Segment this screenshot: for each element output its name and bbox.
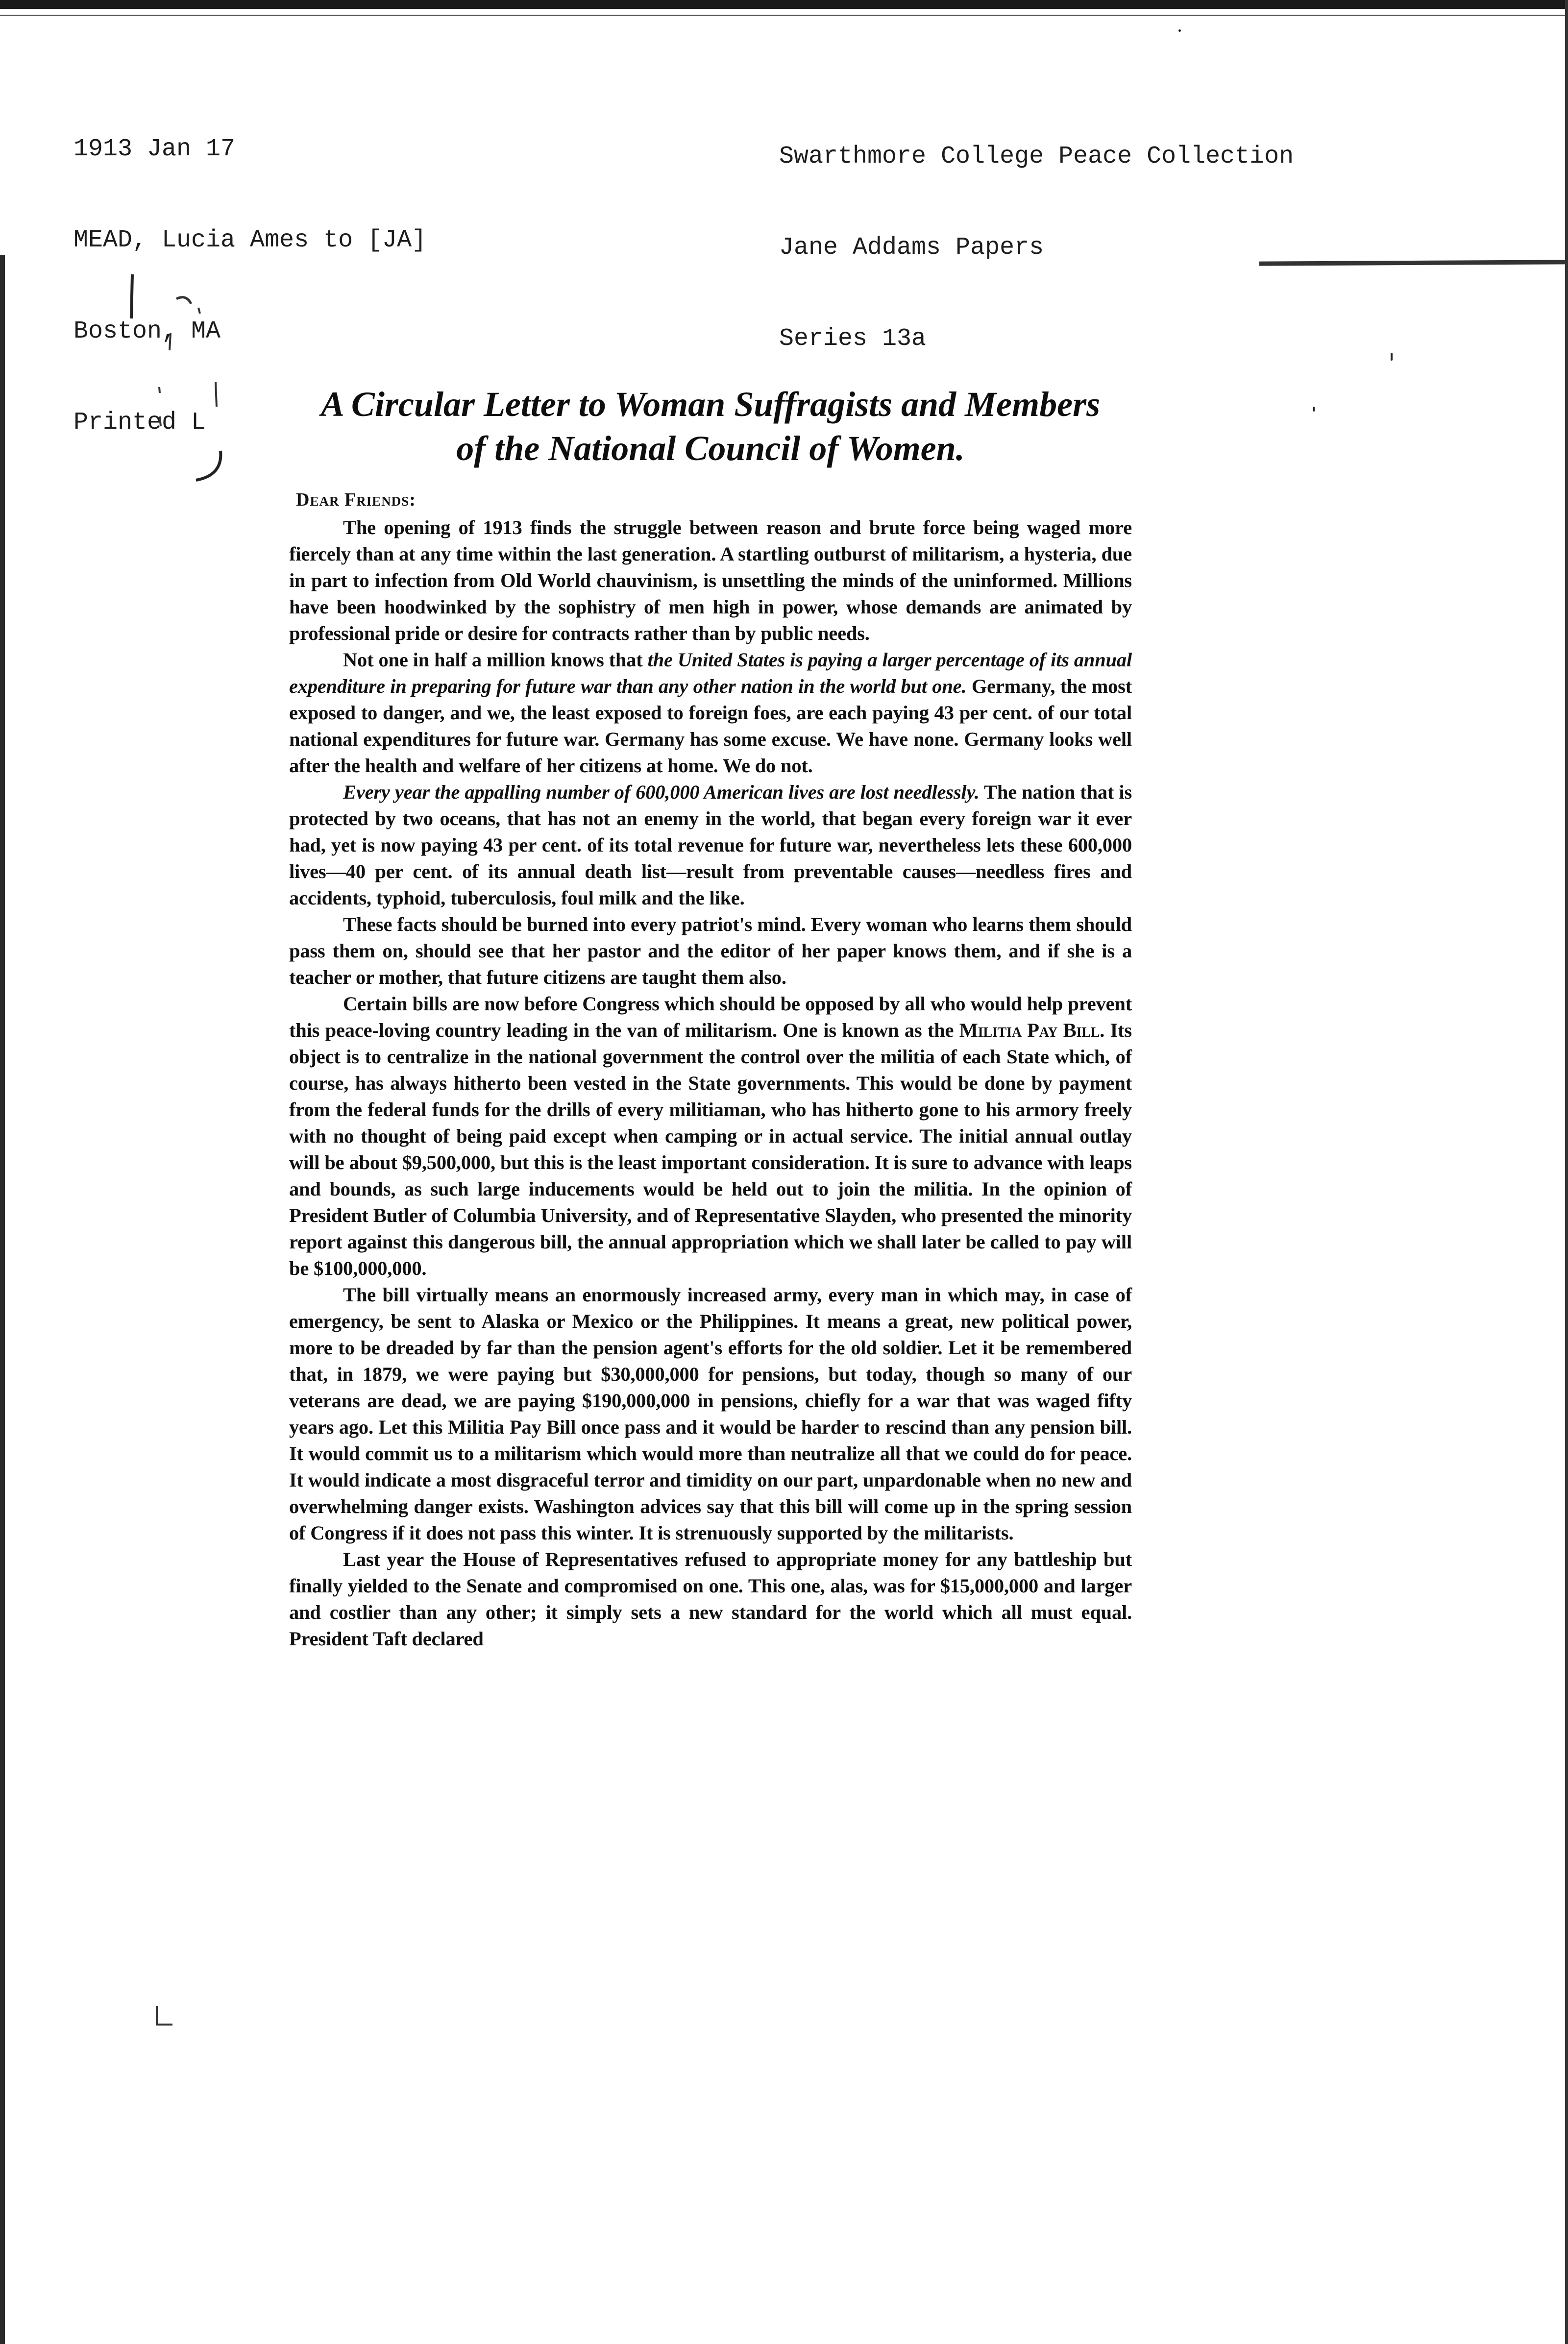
scan-left-edge — [0, 255, 5, 2344]
scan-right-edge — [1565, 0, 1568, 2344]
pencil-corner-mark-foot — [156, 2024, 172, 2026]
paragraph-3 — [289, 779, 1132, 911]
scan-top-border — [0, 0, 1568, 9]
pencil-bracket-mark — [113, 265, 240, 490]
p3-emphasis: Every year the appalling number of 600,000 American lives are lost needlessly. — [343, 781, 980, 803]
letter-title — [289, 382, 1132, 470]
paragraph-2 — [289, 647, 1132, 779]
militia-pay-bill: Militia Pay Bill. — [959, 1019, 1105, 1041]
paragraph-1: The opening of 1913 finds the struggle between reason and brute force being waged more fiercely than at any time within the last generation. A startling outburst of militarism, a hysteria, due in part to infection from Old World chauvinism, is unsettling the minds of the uninformed. Millions have been hoodwinked by the sophistry of men high in power, whose demands are animated by professional pride or desire for contracts rather than by public needs. — [289, 516, 1132, 644]
archive-header-right — [779, 81, 1294, 385]
circular-letter — [289, 382, 1132, 1652]
title-line-2: of the National Council of Women. — [456, 429, 965, 468]
header-collection: Swarthmore College Peace Collection — [779, 143, 1294, 171]
margin-dot — [1178, 29, 1181, 32]
p2-emphasis: the United States is paying a larger percentage of its annual expenditure in preparing for future war than any other nation in the world but one. — [289, 649, 1132, 697]
header-series: Series 13a — [779, 325, 927, 353]
p5-start: Certain bills are now before Congress which should be opposed by all who would help prevent this peace-loving country leading in the van of militarism. One is known as the — [289, 993, 1132, 1041]
paragraph-7: Last year the House of Representatives refused to appropriate money for any battleship but finally yielded to the Senate and compromised on one. This one, alas, was for $15,000,000 and larger and costlier than any other; it simply sets a new standard for the world which all must equal. President Taft declared — [289, 1548, 1132, 1650]
p2-start: Not one in half a million knows that — [343, 649, 648, 671]
title-line-1: A Circular Letter to Woman Suffragists and Members — [320, 385, 1101, 424]
header-correspondents: MEAD, Lucia Ames to [JA] — [74, 226, 427, 254]
p5-end: Its object is to centralize in the national government the control over the militia of each State which, of course, has always hitherto been vested in the State governments. This would be done by payment from the federal funds for the drills of every militiaman, who has hitherto gone to his armory freely with no thought of being paid except when camping or in actual service. The initial annual outlay will be about $9,500,000, but this is the least important consideration. It is sure to advance with leaps and bounds, as such large inducements would be held out to join the militia. In the opinion of President Butler of Columbia University, and of Representative Slayden, who presented the minority report against this dangerous bill, the annual appropriation which we shall later be called to pay will be $100,000,000. — [289, 1019, 1132, 1279]
paragraph-6: The bill virtually means an enormously increased army, every man in which may, in case of emergency, be sent to Alaska or Mexico or the Philippines. It means a great, new political power, more to be dreaded by far than the pension agent's efforts for the old soldier. Let it be remembered that, in 1879, we were paying but $30,000,000 for pensions, but today, though so many of our veterans are dead, we are paying $190,000,000 in pensions, chiefly for a war that was waged fifty years ago. Let this Militia Pay Bill once pass and it would be harder to rescind than any pension bill. It would commit us to a militarism which would more than neutralize all that we could do for peace. It would indicate a most disgraceful terror and timidity on our part, unpardonable when no new and overwhelming danger exists. Washington advices say that this bill will come up in the spring session of Congress if it does not pass this winter. It is strenuously supported by the militarists. — [289, 1284, 1132, 1544]
margin-dot — [1391, 353, 1393, 361]
salutation: Dear Friends: — [296, 489, 416, 510]
header-date: 1913 Jan 17 — [74, 135, 236, 163]
paragraph-5 — [289, 991, 1132, 1282]
pencil-corner-mark — [156, 2006, 158, 2025]
paragraph-4: These facts should be burned into every patriot's mind. Every woman who learns them should pass them on, should see that her pastor and the editor of her paper knows them, and if she is a teacher or mother, that future citizens are taught them also. — [289, 913, 1132, 988]
p2-end: Germany, the most exposed to danger, and we, the least exposed to foreign foes, are each paying 43 per cent. of our total national expenditures for future war. Germany has some excuse. We have none. Germany looks well after the health and welfare of her citizens at home. We do not. — [289, 675, 1132, 777]
p3-end: The nation that is protected by two oceans, that has not an enemy in the world, that began every foreign war it ever had, yet is now paying 43 per cent. of its total revenue for future war, nevertheless lets these 600,000 lives—40 per cent. of its annual death list—result from preventable causes—needless fires and accidents, typhoid, tuberculosis, foul milk and the like. — [289, 781, 1132, 909]
header-place: Boston, MA — [74, 317, 221, 345]
scan-top-rule — [0, 15, 1568, 16]
margin-dot — [1313, 407, 1315, 412]
header-type: Printed L — [74, 409, 206, 437]
scan-edge-rule — [1259, 260, 1568, 266]
header-papers: Jane Addams Papers — [779, 234, 1044, 262]
